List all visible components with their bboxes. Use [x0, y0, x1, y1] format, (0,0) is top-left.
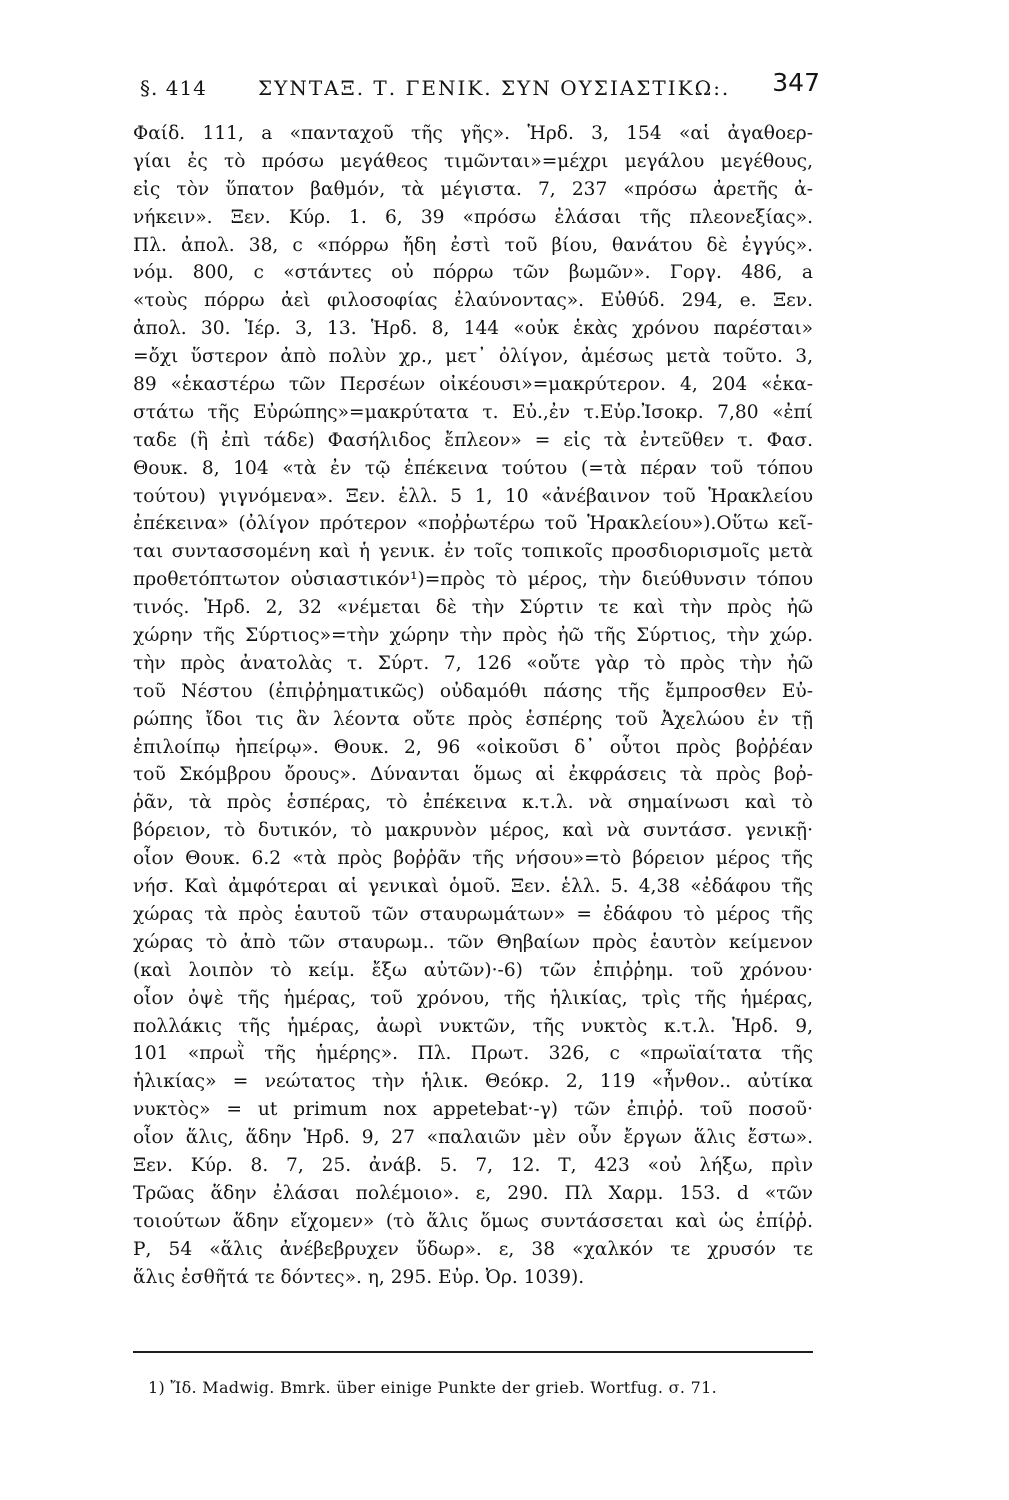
text-line: χώρας τὰ πρὸς ἑαυτοῦ τῶν σταυρωμάτων» = ἐδάφου τὸ μέρος τῆς	[133, 903, 813, 925]
text-line: εἰς τὸν ὕπατον βαθμόν, τὰ μέγιστα. 7, 237 «πρόσω ἀρετῆς ἀ-	[133, 178, 813, 200]
text-line: =ὄχι ὕστερον ἀπὸ πολὺν χρ., μετ᾽ ὀλίγον, ἀμέσως μετὰ τοῦτο. 3,	[133, 346, 813, 368]
text-line: οἷον ἅλις, ἅδην Ἡρδ. 9, 27 «παλαιῶν μὲν οὖν ἔργων ἅλις ἔστω».	[133, 1127, 813, 1149]
text-line: γίαι ἐς τὸ πρόσω μεγάθεος τιμῶνται»=μέχρι μεγάλου μεγέθους,	[133, 150, 813, 172]
text-line: στάτω τῆς Εὐρώπης»=μακρύτατα τ. Εὐ.,ἐν τ.Εὐρ.Ἰσοκρ. 7,80 «ἐπί	[133, 401, 813, 423]
footnote: 1) Ἴδ. Madwig. Bmrk. über einige Punkte der grieb. Wortfug. σ. 71.	[148, 1378, 718, 1397]
text-line: χώρην τῆς Σύρτιος»=τὴν χώρην τὴν πρὸς ἠῶ τῆς Σύρτιος, τὴν χώρ.	[133, 625, 813, 647]
text-line: προθετόπτωτον οὐσιαστικόν¹)=πρὸς τὸ μέρος, τὴν διεύθυνσιν τόπου	[133, 569, 813, 591]
text-line: ἐπέκεινα» (ὀλίγον πρότερον «ποῤῥωτέρω τοῦ Ἡρακλείου»).Οὕτω κεῖ-	[133, 513, 813, 535]
text-line: 89 «ἑκαστέρω τῶν Περσέων οἰκέουσι»=μακρύτερον. 4, 204 «ἑκα-	[133, 374, 813, 396]
text-line: πολλάκις τῆς ἡμέρας, ἀωρὶ νυκτῶν, τῆς νυκτὸς κ.τ.λ. Ἡρδ. 9,	[133, 1015, 813, 1037]
text-line: χώρας τὸ ἀπὸ τῶν σταυρωμ.. τῶν Θηβαίων πρὸς ἑαυτὸν κείμενον	[133, 931, 813, 953]
text-line: ταδε (ἢ ἐπὶ τάδε) Φασήλιδος ἔπλεον» = εἰς τὰ ἐντεῦθεν τ. Φασ.	[133, 429, 813, 451]
text-line: ῥᾶν, τὰ πρὸς ἑσπέρας, τὸ ἐπέκεινα κ.τ.λ. νὰ σημαίνωσι καὶ τὸ	[133, 792, 813, 814]
text-line: ἅλις ἐσθῆτά τε δόντες». η, 295. Εὐρ. Ὀρ. 1039).	[133, 1266, 585, 1288]
text-line: τοιούτων ἅδην εἴχομεν» (τὸ ἅλις ὅμως συντάσσεται καὶ ὡς ἐπίῤῥ.	[133, 1210, 813, 1232]
main-text-block	[133, 120, 813, 1291]
text-line: Θουκ. 8, 104 «τὰ ἐν τῷ ἐπέκεινα τούτου (=τὰ πέραν τοῦ τόπου	[133, 457, 813, 479]
running-header	[140, 68, 820, 108]
text-line: βόρειον, τὸ δυτικόν, τὸ μακρυνὸν μέρος, καὶ νὰ συντάσσ. γενικῇ·	[133, 820, 813, 842]
text-line: ται συντασσομένη καὶ ἡ γενικ. ἐν τοῖς τοπικοῖς προσδιορισμοῖς μετὰ	[133, 541, 813, 563]
text-line: ἀπολ. 30. Ἱέρ. 3, 13. Ἡρδ. 8, 144 «οὐκ ἑκὰς χρόνου παρέσται»	[133, 318, 813, 340]
text-line: τούτου) γιγνόμενα». Ξεν. ἑλλ. 5 1, 10 «ἀνέβαινον τοῦ Ἡρακλείου	[133, 485, 813, 507]
text-line: νήκειν». Ξεν. Κύρ. 1. 6, 39 «πρόσω ἐλάσαι τῆς πλεονεξίας».	[133, 206, 813, 228]
text-line: Φαίδ. 111, a «πανταχοῦ τῆς γῆς». Ἡρδ. 3, 154 «αἱ ἀγαθοερ-	[133, 123, 813, 144]
text-line: τινός. Ἡρδ. 2, 32 «νέμεται δὲ τὴν Σύρτιν τε καὶ τὴν πρὸς ἠῶ	[133, 597, 813, 619]
text-line: οἷον Θουκ. 6.2 «τὰ πρὸς βοῤῥᾶν τῆς νήσου»=τὸ βόρειον μέρος τῆς	[133, 848, 813, 870]
text-line: τοῦ Σκόμβρου ὄρους». Δύνανται ὅμως αἱ ἐκφράσεις τὰ πρὸς βοῤ-	[133, 764, 813, 786]
text-line: ἐπιλοίπῳ ἠπείρῳ». Θουκ. 2, 96 «οἰκοῦσι δ᾽ οὗτοι πρὸς βοῤῥέαν	[133, 736, 813, 758]
text-line: «τοὺς πόρρω ἀεὶ φιλοσοφίας ἐλαύνοντας». Εὐθύδ. 294, e. Ξεν.	[133, 290, 813, 312]
text-line: νυκτὸς» = ut primum nox appetebat·-γ) τῶν ἐπιῤῥ. τοῦ ποσοῦ·	[133, 1099, 813, 1121]
text-line: ρώπης ἴδοι τις ἂν λέοντα οὔτε πρὸς ἑσπέρης τοῦ Ἀχελώου ἐν τῇ	[133, 708, 813, 730]
text-line: 101 «πρωῒ τῆς ἡμέρης». Πλ. Πρωτ. 326, c «πρωϊαίτατα τῆς	[133, 1043, 813, 1065]
text-line: Ξεν. Κύρ. 8. 7, 25. ἀνάβ. 5. 7, 12. Τ, 423 «οὐ λήξω, πρὶν	[133, 1154, 813, 1176]
text-line: νόμ. 800, c «στάντες οὐ πόρρω τῶν βωμῶν». Γοργ. 486, a	[133, 262, 813, 284]
text-line: νήσ. Καὶ ἀμφότεραι αἱ γενικαὶ ὁμοῦ. Ξεν. ἑλλ. 5. 4,38 «ἐδάφου τῆς	[133, 876, 813, 898]
footnote-separator-rule	[133, 1351, 813, 1353]
text-line: τὴν πρὸς ἀνατολὰς τ. Σύρτ. 7, 126 «οὔτε γὰρ τὸ πρὸς τὴν ἠῶ	[133, 652, 813, 674]
text-line: Πλ. ἀπολ. 38, c «πόρρω ἤδη ἐστὶ τοῦ βίου, θανάτου δὲ ἐγγύς».	[133, 234, 813, 256]
running-title: ΣΥΝΤΑΞ. Τ. ΓΕΝΙΚ. ΣΥΝ ΟΥΣΙΑΣΤΙΚΩ:.	[258, 76, 731, 100]
text-line: (καὶ λοιπὸν τὸ κείμ. ἔξω αὐτῶν)·-6) τῶν ἐπιῤῥημ. τοῦ χρόνου·	[133, 959, 813, 981]
text-line: ἡλικίας» = νεώτατος τὴν ἡλικ. Θεόκρ. 2, 119 «ἦνθον.. αὐτίκα	[133, 1071, 813, 1093]
text-line: τοῦ Νέστου (ἐπιῤῥηματικῶς) οὐδαμόθι πάσης τῆς ἔμπροσθεν Εὐ-	[133, 680, 813, 702]
text-line: οἷον ὀψὲ τῆς ἡμέρας, τοῦ χρόνου, τῆς ἡλικίας, τρὶς τῆς ἡμέρας,	[133, 987, 813, 1009]
text-line: Τρῶας ἅδην ἐλάσαι πολέμοιο». ε, 290. Πλ Χαρμ. 153. d «τῶν	[133, 1182, 813, 1204]
page-number: 347	[772, 68, 820, 97]
section-number: §. 414	[140, 76, 207, 100]
text-line: Ρ, 54 «ἅλις ἀνέβεβρυχεν ὕδωρ». ε, 38 «χαλκόν τε χρυσόν τε	[133, 1238, 813, 1260]
